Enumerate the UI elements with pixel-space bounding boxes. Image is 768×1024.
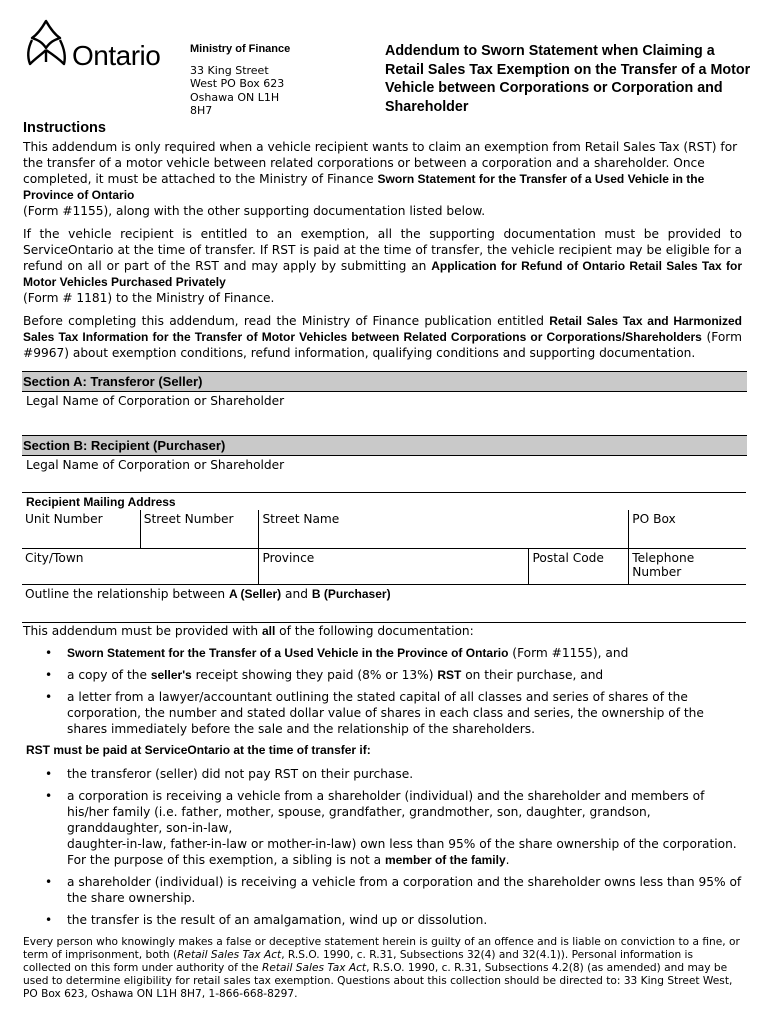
rst-paid-heading: RST must be paid at ServiceOntario at the time of transfer if: [26, 742, 371, 757]
list-item [67, 645, 742, 661]
field-label: Province [262, 550, 315, 565]
rst-conditions-list [23, 766, 742, 928]
section-b-header: Section B: Recipient (Purchaser) [22, 435, 747, 456]
text: (Form #1155), and [508, 645, 629, 660]
text: . [505, 852, 510, 867]
text: member of the family [384, 852, 506, 867]
field-label: Legal Name of Corporation or Shareholder [26, 394, 285, 408]
section-b-legal-name-field[interactable] [23, 456, 742, 492]
text: a shareholder (individual) is receiving a vehicle from a corporation and the shareholder owns less than 95% of the share ownership. [67, 874, 742, 905]
province-field[interactable] [259, 548, 529, 584]
street-number-field[interactable] [140, 510, 259, 548]
instructions-paragraph-2 [23, 226, 742, 306]
act-name: Retail Sales Tax Act [177, 948, 282, 961]
documentation-list [23, 645, 742, 737]
list-item [67, 667, 742, 683]
form-1155-title: Sworn Statement for the Transfer of a Used Vehicle in the Province of Ontario [23, 172, 705, 202]
telephone-field[interactable] [629, 548, 746, 584]
text: This addendum is only required when a vehicle recipient wants to claim an exemption from Retail Sales Tax (RST) for the transfer of a motor vehicle between related corporations or between a corporation and a shareholder. Once completed, it must be attached to the Ministry of Finance [23, 140, 738, 186]
instructions-paragraph-3 [23, 313, 742, 361]
mailing-address-heading: Recipient Mailing Address [26, 495, 176, 509]
form-title: Addendum to Sworn Statement when Claiming a Retail Sales Tax Exemption on the Transfer of a Motor Vehicle between Corporations or Corporation and Shareholder [385, 43, 751, 115]
text: the transfer is the result of an amalgamation, wind up or dissolution. [67, 912, 488, 927]
text: A (Seller) [228, 586, 282, 601]
text: This addendum must be provided with [23, 623, 262, 638]
list-item [67, 874, 742, 906]
text: and [281, 586, 312, 601]
ministry-address-line: Oshawa ON L1H [190, 90, 280, 104]
text: the transferor (seller) did not pay RST on their purchase. [67, 766, 414, 781]
city-field[interactable] [22, 548, 259, 584]
field-label: Street Name [262, 512, 340, 526]
ministry-address-line: West PO Box 623 [190, 77, 285, 91]
text: receipt showing they paid (8% or 13%) [191, 667, 438, 682]
street-name-field[interactable] [259, 510, 629, 548]
list-item [67, 788, 742, 868]
unit-number-field[interactable] [22, 510, 140, 548]
instructions-heading: Instructions [23, 120, 106, 136]
text: seller's [150, 667, 192, 682]
ontario-wordmark: Ontario [72, 40, 161, 71]
text: (Form # 1181) to the Ministry of Finance. [23, 291, 275, 305]
text: (Form #9967) about exemption conditions, refund information, qualifying conditions and supporting documentation. [23, 330, 742, 360]
publication-title: Retail Sales Tax and Harmonized Sales Tax Information for the Transfer of Motor Vehicles between Related Corporations or Corporations/Shareholders [23, 314, 743, 344]
act-name: Retail Sales Tax Act [262, 961, 367, 974]
text: Outline the relationship between [25, 586, 229, 601]
text: on their purchase, and [461, 667, 604, 682]
text: a corporation is receiving a vehicle from a shareholder (individual) and the shareholder and members of his/her family (i.e. father, mother, spouse, grandfather, grandmother, son, daughter, grandson, granddaughter, son-in-law, [67, 788, 705, 835]
text: of the following documentation: [275, 623, 474, 638]
postal-code-field[interactable] [529, 548, 629, 584]
field-label: Telephone Number [632, 550, 695, 579]
instructions-paragraph-1 [23, 139, 742, 219]
form-1181-title: Application for Refund of Ontario Retail Sales Tax for Motor Vehicles Purchased Privately [23, 259, 743, 289]
list-item [67, 912, 742, 928]
text: RST [437, 667, 462, 682]
text: Before completing this addendum, read the Ministry of Finance publication entitled [23, 314, 550, 328]
text: , R.S.O. 1990, c. R.31, Subsections 32(4) and 32(4.1)). Personal information is collected on this form under authority of the [23, 948, 694, 974]
text: daughter-in-law, father-in-law or mother-in-law) own less than 95% of the share ownership of the corporation. For the purpose of this exemption, a sibling is not a [67, 836, 737, 867]
text: a letter from a lawyer/accountant outlining the stated capital of all classes and series of shares of the corporation, the number and stated dollar value of shares in each class and series, the ownership of the shares immediately before the sale and the relationship of the shareholders. [67, 689, 704, 736]
section-a-legal-name-field[interactable] [23, 392, 742, 410]
text: Every person who knowingly makes a false or deceptive statement herein is guilty of an offence and is liable on conviction to a fine, or term of imprisonment, both ( [23, 935, 740, 961]
field-label: PO Box [632, 512, 676, 526]
ministry-address-line: 33 King Street [190, 64, 269, 78]
text: B (Purchaser) [311, 586, 391, 601]
text: If the vehicle recipient is entitled to an exemption, all the supporting documentation must be provided to ServiceOntario at the time of transfer. If RST is paid at the time of transfer, the vehicle recipient may be eligible for a refund on all or part of the RST and may apply by submitting an [23, 227, 742, 273]
list-item [67, 766, 742, 782]
text: Sworn Statement for the Transfer of a Used Vehicle in the Province of Ontario [67, 645, 509, 660]
form-body [23, 119, 742, 1002]
field-label: Postal Code [532, 550, 604, 565]
ministry-address-line: 8H7 [190, 103, 213, 117]
text: all [261, 623, 276, 638]
form-header [0, 0, 768, 120]
ministry-name: Ministry of Finance [190, 43, 291, 55]
field-label: Legal Name of Corporation or Shareholder [26, 458, 285, 472]
ministry-block [190, 43, 290, 117]
mailing-address-table [22, 510, 746, 623]
field-label: Street Number [143, 512, 234, 526]
section-a-header: Section A: Transferor (Seller) [22, 371, 747, 392]
relationship-field[interactable] [22, 584, 746, 622]
po-box-field[interactable] [629, 510, 746, 548]
field-label: Unit Number [25, 512, 103, 526]
legal-notice [23, 936, 742, 1002]
field-label: City/Town [25, 550, 84, 565]
documentation-intro [23, 623, 742, 639]
text: (Form #1155), along with the other supporting documentation listed below. [23, 204, 486, 218]
text: , R.S.O. 1990, c. R.31, Subsections 4.2(8) (as amended) and may be used to determine eligibility for retail sales tax exemption. Questions about this collection should be directed to: 33 King Street West, PO Box 623, Oshawa ON L1H 8H7, 1-866-668-8297. [23, 961, 733, 1001]
text: a copy of the [67, 667, 151, 682]
list-item [67, 689, 742, 737]
trillium-icon [24, 18, 72, 70]
